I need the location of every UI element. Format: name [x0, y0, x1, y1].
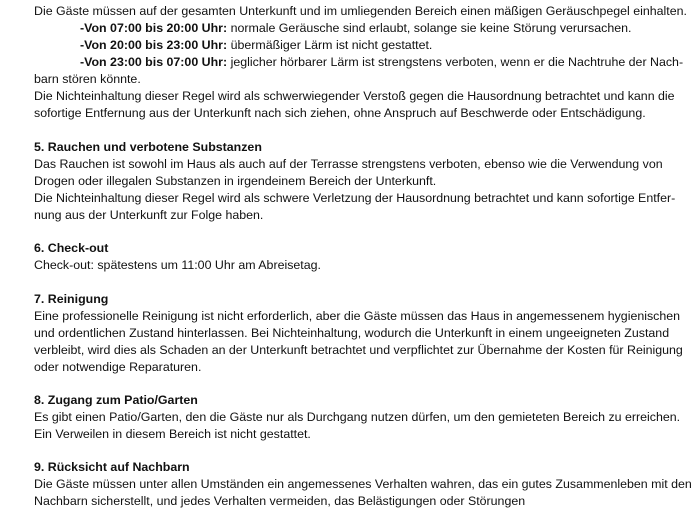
paragraph-line: Drogen oder illegalen Substanzen in irgendeinem Bereich der Unterkunft.	[34, 174, 437, 188]
noise-intro: Die Gäste müssen auf der gesamten Unterkunft und im umliegenden Bereich einen mäßigen Geräuschpegel einhalten.	[34, 4, 687, 18]
section-heading: 7. Reinigung	[34, 292, 109, 306]
paragraph-line: nung aus der Unterkunft zur Folge haben.	[34, 208, 264, 222]
noise-rule-continuation: barn stören könnte.	[34, 72, 141, 86]
paragraph-line: Die Nichteinhaltung dieser Regel wird als schwerwiegender Verstoß gegen die Hausordnung betrachtet und kann die	[34, 89, 675, 103]
noise-rule-text: normale Geräusche sind erlaubt, solange sie keine Störung verursachen.	[227, 21, 632, 35]
section-heading: 8. Zugang zum Patio/Garten	[34, 393, 198, 407]
paragraph-line: Check-out: spätestens um 11:00 Uhr am Abreisetag.	[34, 258, 321, 272]
paragraph-line: Ein Verweilen in diesem Bereich ist nicht gestattet.	[34, 427, 311, 441]
paragraph-line: Die Nichteinhaltung dieser Regel wird als schwere Verletzung der Hausordnung betrachtet und kann sofortige Entfer-	[34, 191, 676, 205]
paragraph-line: oder notwendige Reparaturen.	[34, 360, 202, 374]
noise-rule	[80, 37, 432, 54]
noise-rule-time: -Von 07:00 bis 20:00 Uhr:	[80, 21, 228, 35]
section-heading: 5. Rauchen und verbotene Substanzen	[34, 140, 262, 154]
noise-rule-time: -Von 20:00 bis 23:00 Uhr:	[80, 38, 228, 52]
noise-rule	[80, 20, 631, 37]
noise-rule-time: -Von 23:00 bis 07:00 Uhr:	[80, 55, 228, 69]
paragraph-line: Die Gäste müssen unter allen Umständen ein angemessenes Verhalten wahren, das ein gutes Zusammenleben mit den	[34, 477, 692, 491]
noise-rule-text: jeglicher hörbarer Lärm ist strengstens verboten, wenn er die Nachtruhe der Nach-	[227, 55, 684, 69]
section-heading: 9. Rücksicht auf Nachbarn	[34, 460, 190, 474]
paragraph-line: Eine professionelle Reinigung ist nicht erforderlich, aber die Gäste müssen das Haus in angemessenem hygienischen	[34, 309, 681, 323]
paragraph-line: Es gibt einen Patio/Garten, den die Gäste nur als Durchgang nutzen dürfen, um den gemieteten Bereich zu erreichen.	[34, 410, 681, 424]
paragraph-line: Nachbarn sicherstellt, und jedes Verhalten vermeiden, das Belästigungen oder Störungen	[34, 494, 526, 508]
section-heading: 6. Check-out	[34, 241, 109, 255]
paragraph-line: und ordentlichen Zustand hinterlassen. Bei Nichteinhaltung, wodurch die Unterkunft in einem ungeeigneten Zustand	[34, 326, 670, 340]
paragraph-line: sofortige Entfernung aus der Unterkunft nach sich ziehen, ohne Anspruch auf Beschwerde oder Entschädigung.	[34, 106, 646, 120]
paragraph-line: verbleibt, wird dies als Schaden an der Unterkunft betrachtet und verpflichtet zur Übernahme der Kosten für Reinigung	[34, 343, 683, 357]
paragraph-line: Das Rauchen ist sowohl im Haus als auch auf der Terrasse strengstens verboten, ebenso wie die Verwendung von	[34, 157, 663, 171]
noise-rule	[80, 54, 683, 71]
noise-rule-text: übermäßiger Lärm ist nicht gestattet.	[227, 38, 433, 52]
